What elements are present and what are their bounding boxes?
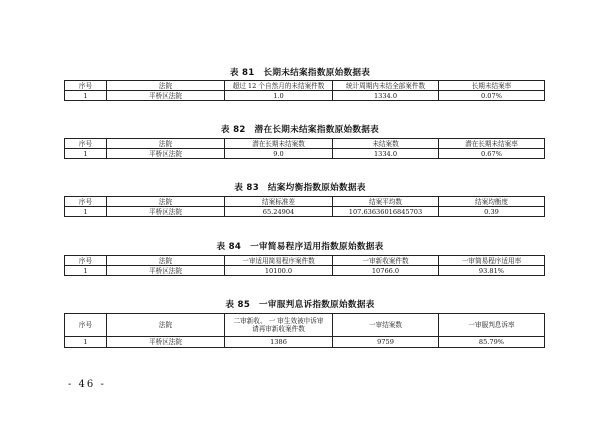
table-cell: 9759 — [333, 337, 439, 348]
table-84-caption: 表 84 一审简易程序适用指数原始数据表 — [216, 242, 384, 252]
table-84 — [64, 255, 545, 276]
table-cell: 平桥区法院 — [107, 149, 225, 159]
table-cell: 0.39 — [439, 207, 545, 217]
table-cell: 平桥区法院 — [107, 207, 225, 217]
table-cell: 1 — [65, 337, 107, 348]
header-cell: 序号 — [65, 314, 107, 337]
table-cell: 93.81% — [439, 266, 545, 276]
header-cell: 法院 — [107, 139, 225, 149]
header-cell: 未结案数 — [333, 139, 439, 149]
header-cell: 法院 — [107, 81, 225, 91]
table-cell: 1 — [65, 149, 107, 159]
table-cell: 10766.0 — [333, 266, 439, 276]
header-cell: 一审服判息诉率 — [439, 314, 545, 337]
table-cell: 平桥区法院 — [107, 337, 225, 348]
table-cell: 平桥区法院 — [107, 266, 225, 276]
header-cell: 一审适用简易程序案件数 — [225, 256, 333, 266]
table-row — [65, 207, 545, 217]
table-header-row — [65, 139, 545, 149]
table-cell: 0.67% — [439, 149, 545, 159]
table-83 — [64, 196, 545, 217]
header-cell: 统计周期内未结全部案件数 — [333, 81, 439, 91]
table-cell: 107.63636016845703 — [333, 207, 439, 217]
table-85-caption: 表 85 一审服判息诉指数原始数据表 — [225, 300, 375, 310]
table-header-row — [65, 197, 545, 207]
table-cell: 1386 — [225, 337, 333, 348]
table-82-caption: 表 82 潜在长期未结案指数原始数据表 — [220, 125, 380, 135]
table-cell: 1 — [65, 266, 107, 276]
header-cell: 序号 — [65, 197, 107, 207]
header-cell: 结案标准差 — [225, 197, 333, 207]
header-cell: 长期未结案率 — [439, 81, 545, 91]
header-cell: 序号 — [65, 81, 107, 91]
table-cell: 85.79% — [439, 337, 545, 348]
header-cell: 结案均衡度 — [439, 197, 545, 207]
table-cell: 9.0 — [225, 149, 333, 159]
table-82 — [64, 138, 545, 159]
table-cell: 1334.0 — [333, 91, 439, 101]
table-row — [65, 91, 545, 101]
table-header-row — [65, 256, 545, 266]
table-81-caption: 表 81 长期未结案指数原始数据表 — [229, 68, 371, 78]
header-cell: 一审结案数 — [333, 314, 439, 337]
table-81 — [64, 80, 545, 101]
table-cell: 10100.0 — [225, 266, 333, 276]
header-cell: 序号 — [65, 256, 107, 266]
table-cell: 1334.0 — [333, 149, 439, 159]
header-cell: 法院 — [107, 314, 225, 337]
table-83-caption: 表 83 结案均衡指数原始数据表 — [234, 183, 366, 193]
header-cell: 法院 — [107, 256, 225, 266]
table-row — [65, 337, 545, 348]
page-number: - 46 - — [68, 379, 106, 390]
table-cell: 1.0 — [225, 91, 333, 101]
header-cell: 超过 12 个自然月的未结案件数 — [225, 81, 333, 91]
table-cell: 1 — [65, 91, 107, 101]
table-header-row — [65, 314, 545, 337]
header-cell: 潜在长期未结案数 — [225, 139, 333, 149]
header-cell: 潜在长期未结案率 — [439, 139, 545, 149]
table-cell: 平桥区法院 — [107, 91, 225, 101]
table-header-row — [65, 81, 545, 91]
header-cell: 序号 — [65, 139, 107, 149]
header-cell: 一审简易程序适用率 — [439, 256, 545, 266]
header-cell: 结案平均数 — [333, 197, 439, 207]
table-row — [65, 149, 545, 159]
table-cell: 0.07% — [439, 91, 545, 101]
table-cell: 65.24904 — [225, 207, 333, 217]
table-row — [65, 266, 545, 276]
table-85 — [64, 313, 545, 348]
table-cell: 1 — [65, 207, 107, 217]
header-cell: 一审新收案件数 — [333, 256, 439, 266]
header-cell: 法院 — [107, 197, 225, 207]
header-cell: 二审新收、 一 审生效被申诉审请再审新收案件数 — [225, 314, 333, 337]
